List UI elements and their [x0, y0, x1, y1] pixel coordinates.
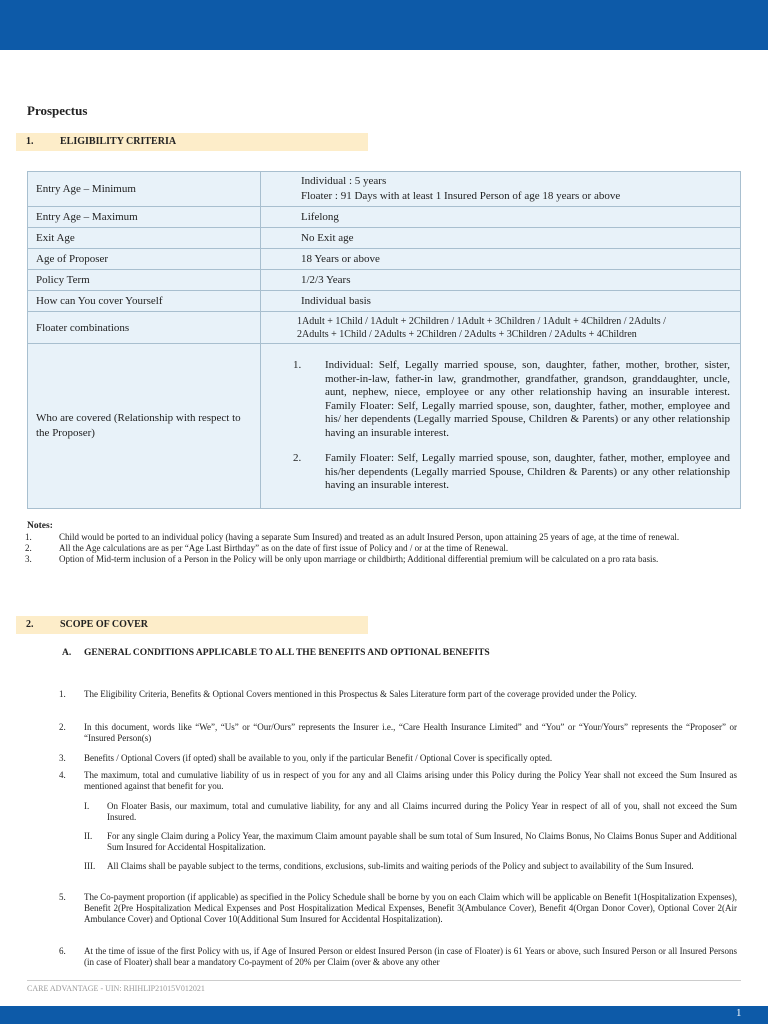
- sub-paragraph: [84, 801, 737, 823]
- table-row: [28, 172, 741, 207]
- item-number: 1.: [293, 359, 302, 372]
- para-text: At the time of issue of the first Policy with us, if Age of Insured Person or eldest Insured Person (in case of Floater) is 61 Years or above, such Insured Person or all Insured Persons (in case of Floater) shall bear a mandatory Co-payment of 20% per Claim (over & above any other: [84, 946, 737, 967]
- footer-text: CARE ADVANTAGE - UIN: RHIHLIP21015V012021: [27, 984, 205, 993]
- para-number: 4.: [59, 770, 66, 780]
- section-label: SCOPE OF COVER: [60, 619, 148, 630]
- table-row: [28, 312, 741, 344]
- note-number: 3.: [25, 554, 32, 564]
- para-number: 6.: [59, 946, 66, 956]
- sub-number: II.: [84, 831, 93, 841]
- row-value: [261, 344, 741, 509]
- para-number: 1.: [59, 689, 66, 699]
- row-label: Age of Proposer: [28, 249, 261, 270]
- list-item: [293, 359, 730, 440]
- row-label: Entry Age – Minimum: [28, 172, 261, 207]
- notes-block: [27, 521, 727, 565]
- note-item: [27, 532, 727, 543]
- item-text: Individual: Self, Legally married spouse, son, daughter, father, mother, brother, sister, mother-in-law, father-in law, grandmother, grandfather, grandson, granddaughter, uncle, aunt, nephew, niece, employee or any other relationship having an insurable interest. Family Floater: Self, Legally married spouse, son, daughter, father, mother, employee and his/ her dependents (Legally married Spouse, Children & Parents) or any other relationship having an insurable interest.: [325, 359, 730, 439]
- row-label: Entry Age – Maximum: [28, 207, 261, 228]
- section-number: 2.: [26, 619, 34, 630]
- sub-text: On Floater Basis, our maximum, total and cumulative liability, for any and all Claims incurred during the Policy Year in respect of all of you, shall not exceed the Sum Insured.: [107, 801, 737, 822]
- para-number: 5.: [59, 892, 66, 902]
- value-line: Floater : 91 Days with at least 1 Insured Person of age 18 years or above: [301, 190, 621, 202]
- value-line: Individual : 5 years: [301, 175, 387, 187]
- para-text: The Eligibility Criteria, Benefits & Optional Covers mentioned in this Prospectus & Sales Literature form part of the coverage provided under the Policy.: [84, 689, 637, 699]
- row-label: Exit Age: [28, 228, 261, 249]
- value-line: 1Adult + 1Child / 1Adult + 2Children / 1Adult + 3Children / 1Adult + 4Children / 2Adults /: [297, 315, 666, 327]
- section-heading-scope: [16, 616, 368, 634]
- para-text: The maximum, total and cumulative liability of us in respect of you for any and all Claims arising under this Policy during the Policy Year shall not exceed the Sum Insured as mentioned against that benefit for you.: [84, 770, 737, 791]
- sub-text: All Claims shall be payable subject to the terms, conditions, exclusions, sub-limits and waiting periods of the Policy and subject to availability of the Sum Insured.: [107, 861, 694, 871]
- row-label: How can You cover Yourself: [28, 291, 261, 312]
- sub-paragraph: [84, 861, 737, 872]
- row-value: [261, 312, 741, 344]
- header-bar: [0, 0, 768, 50]
- value-line: 2Adults + 1Child / 2Adults + 2Children / 2Adults + 3Children / 2Adults + 4Children: [297, 328, 637, 340]
- table-row: [28, 344, 741, 509]
- para-text: The Co-payment proportion (if applicable) as specified in the Policy Schedule shall be borne by you on each Claim which will be applicable on Benefit 1(Hospitalization Expenses), Benefit 2(Pre Hospitalization Medical Expenses and Post Hospitalization Medical Expenses, Benefit 3(Ambulance Cover), Benefit 4(Organ Donor Cover), Optional Cover 2(Air Ambulance Cover) and Optional Cover 10(Additional Sum Insured for Accidental Hospitalization).: [84, 892, 737, 924]
- note-item: [27, 543, 727, 554]
- table-row: [28, 270, 741, 291]
- section-number: 1.: [26, 136, 34, 147]
- row-value: Individual basis: [261, 291, 741, 312]
- paragraph: [59, 753, 737, 764]
- list-item: [293, 452, 730, 493]
- row-value: 1/2/3 Years: [261, 270, 741, 291]
- note-number: 1.: [25, 532, 32, 542]
- paragraph: [59, 946, 737, 968]
- note-item: [27, 554, 727, 565]
- table-row: [28, 249, 741, 270]
- row-label: Policy Term: [28, 270, 261, 291]
- table-row: [28, 228, 741, 249]
- row-value: [261, 172, 741, 207]
- note-text: Child would be ported to an individual policy (having a separate Sum Insured) and treated as an adult Insured Person, upon attaining 25 years of age, at the time of renewal.: [59, 532, 680, 542]
- row-value: Lifelong: [261, 207, 741, 228]
- subsection-text: GENERAL CONDITIONS APPLICABLE TO ALL THE BENEFITS AND OPTIONAL BENEFITS: [84, 648, 490, 658]
- para-number: 3.: [59, 753, 66, 763]
- row-value: No Exit age: [261, 228, 741, 249]
- paragraph: [59, 770, 737, 792]
- item-number: 2.: [293, 452, 302, 465]
- section-heading-eligibility: [16, 133, 368, 151]
- sub-number: III.: [84, 861, 96, 871]
- sub-text: For any single Claim during a Policy Year, the maximum Claim amount payable shall be sum total of Sum Insured, No Claims Bonus, No Claims Bonus Super and Additional Sum Insured for Accidental Hospitalization.: [107, 831, 737, 852]
- page-title: Prospectus: [27, 103, 88, 118]
- page-number: 1: [736, 1007, 742, 1019]
- paragraph: [59, 722, 737, 744]
- row-label: Who are covered (Relationship with respect to the Proposer): [28, 344, 261, 509]
- footer-divider: [27, 980, 741, 981]
- paragraph: [59, 892, 737, 925]
- row-value: 18 Years or above: [261, 249, 741, 270]
- relationship-list: [293, 359, 730, 493]
- para-text: In this document, words like “We”, “Us” or “Our/Ours” represents the Insurer i.e., “Care Health Insurance Limited” and “You” or “Your/Yours” represents the “Proposer” or “Insured Person(s): [84, 722, 737, 743]
- note-number: 2.: [25, 543, 32, 553]
- subsection-heading: [62, 648, 490, 658]
- eligibility-table: [27, 171, 741, 509]
- row-label: Floater combinations: [28, 312, 261, 344]
- item-text: Family Floater: Self, Legally married spouse, son, daughter, father, mother, employee and his/her dependents (Legally married Spouse, Children & Parents) or any other relationship having an insurable interest.: [325, 452, 730, 492]
- table-row: [28, 291, 741, 312]
- subsection-letter: A.: [62, 648, 72, 658]
- paragraph: [59, 686, 737, 703]
- para-number: 2.: [59, 722, 66, 732]
- note-text: All the Age calculations are as per “Age Last Birthday” as on the date of first issue of Policy and / or at the time of Renewal.: [59, 543, 509, 553]
- table-row: [28, 207, 741, 228]
- note-text: Option of Mid-term inclusion of a Person in the Policy will be only upon marriage or childbirth; Additional differential premium will be calculated on a pro rata basis.: [59, 554, 659, 564]
- sub-number: I.: [84, 801, 90, 811]
- sub-paragraph: [84, 831, 737, 853]
- footer-bar: [0, 1006, 768, 1024]
- section-label: ELIGIBILITY CRITERIA: [60, 136, 177, 147]
- notes-heading: Notes:: [27, 521, 53, 531]
- para-text: Benefits / Optional Covers (if opted) shall be available to you, only if the particular Benefit / Optional Cover is specifically opted.: [84, 753, 553, 763]
